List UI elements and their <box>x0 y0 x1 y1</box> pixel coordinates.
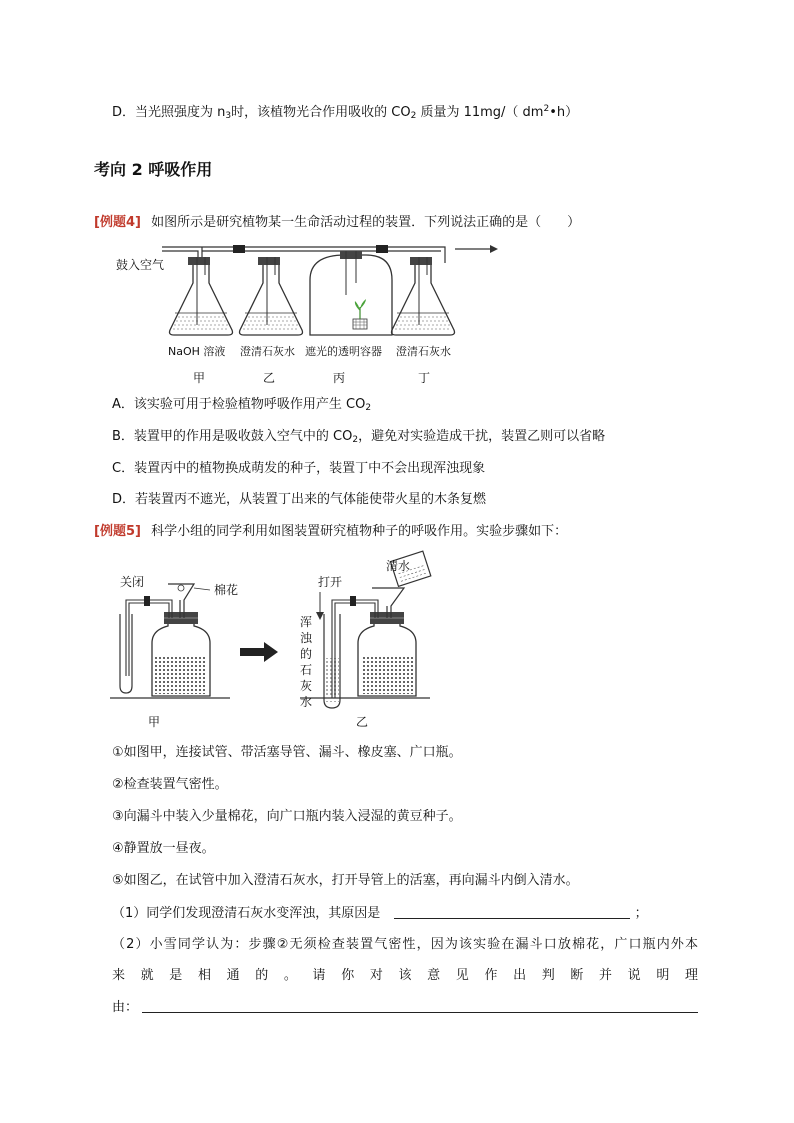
step-4: ④静置放一昼夜。 <box>112 841 215 856</box>
name-jia: 甲 <box>193 371 206 385</box>
flask-label-yi: 澄清石灰水 <box>240 345 295 358</box>
ex4-option-b: B．装置甲的作用是吸收鼓入空气中的 $CO_2$，避免对实验造成干扰，装置乙则可以省略 <box>112 429 606 445</box>
label-water: 清水 <box>386 559 411 573</box>
label-close: 关闭 <box>120 575 145 589</box>
example5-apparatus-figure <box>110 548 550 733</box>
flask-label-jia: NaOH 溶液 <box>168 345 226 358</box>
input-air-label: 鼓入空气 <box>116 258 165 272</box>
name-ding: 丁 <box>418 371 431 385</box>
flask-yi <box>240 257 303 335</box>
option-d-previous: D．当光照强度为 $n_3$时，该植物光合作用吸收的 $CO_2$ 质量为 11mg/（ $dm^2•h$） <box>112 104 579 121</box>
example5-question: [例题5] 科学小组的同学利用如图装置研究植物种子的呼吸作用。实验步骤如下： <box>94 524 568 539</box>
example5-tag: [例题5] <box>94 524 141 539</box>
apparatus-yi <box>300 551 431 729</box>
label-cotton: 棉花 <box>214 583 239 597</box>
step-5: ⑤如图乙，在试管中加入澄清石灰水，打开导管上的活塞，再向漏斗内倒入清水。 <box>112 873 579 888</box>
answer-blank-1[interactable] <box>394 904 630 919</box>
transition-arrow <box>240 642 278 662</box>
flask-label-bing: 遮光的透明容器 <box>305 345 382 358</box>
flask-ding <box>392 257 455 335</box>
name-b: 乙 <box>356 715 369 729</box>
flask-label-ding: 澄清石灰水 <box>396 345 451 358</box>
name-bing: 丙 <box>333 371 346 385</box>
step-2: ②检查装置气密性。 <box>112 777 228 792</box>
svg-text:灰: 灰 <box>300 679 313 693</box>
question-2-line-1: （2）小雪同学认为：步骤②无须检查装置气密性，因为该实验在漏斗口放棉花，广口瓶内外本 <box>112 937 698 952</box>
question-2-line-2: 来就是相通的。请你对该意见作出判断并说明理 <box>112 968 698 983</box>
label-open: 打开 <box>318 575 343 589</box>
name-yi: 乙 <box>263 371 276 385</box>
svg-text:浑: 浑 <box>300 615 313 629</box>
example4-tag: [例题4] <box>94 215 141 230</box>
vertical-label-limewater <box>300 615 313 709</box>
ex4-option-a: A．该实验可用于检验植物呼吸作用产生 $CO_2$ <box>112 397 372 413</box>
example4-apparatus-figure <box>100 235 520 390</box>
svg-text:石: 石 <box>300 663 313 677</box>
answer-blank-2[interactable] <box>142 998 698 1013</box>
svg-text:的: 的 <box>300 647 313 661</box>
question-2-line-3: 由： <box>112 998 698 1017</box>
example4-question: [例题4] 如图所示是研究植物某一生命活动过程的装置．下列说法正确的是（ ） <box>94 215 581 230</box>
container-bing <box>310 251 392 335</box>
apparatus-jia <box>110 574 238 729</box>
step-1: ①如图甲，连接试管、带活塞导管、漏斗、橡皮塞、广口瓶。 <box>112 745 462 760</box>
name-a: 甲 <box>148 715 161 729</box>
svg-text:浊: 浊 <box>300 631 313 645</box>
section-title: 考向 2 呼吸作用 <box>94 160 213 179</box>
step-3: ③向漏斗中装入少量棉花，向广口瓶内装入浸湿的黄豆种子。 <box>112 809 462 824</box>
flask-jia <box>170 257 233 335</box>
question-1: （1）同学们发现澄清石灰水变浑浊，其原因是 ； <box>112 906 648 921</box>
svg-text:水: 水 <box>300 695 313 709</box>
ex4-option-d: D．若装置丙不遮光，从装置丁出来的气体能使带火星的木条复燃 <box>112 492 487 507</box>
ex4-option-c: C．装置丙中的植物换成萌发的种子，装置丁中不会出现浑浊现象 <box>112 461 486 476</box>
